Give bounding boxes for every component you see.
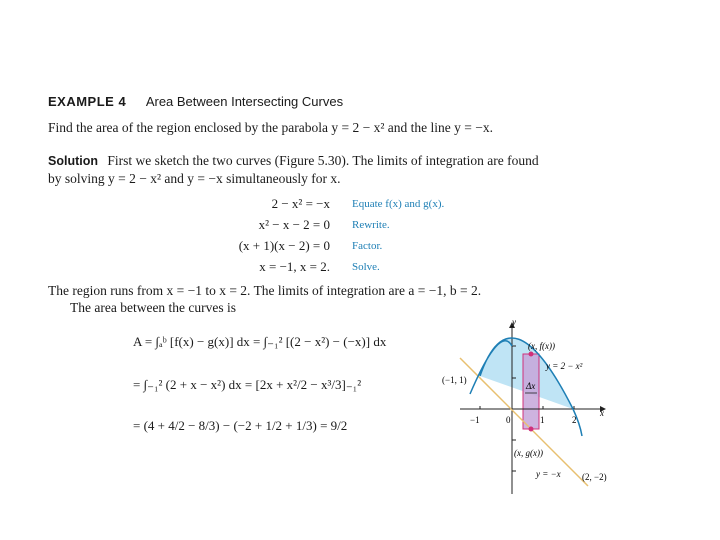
line-label: y = −x <box>536 469 561 479</box>
area-intro: The area between the curves is <box>70 300 237 315</box>
lower-point <box>529 427 534 432</box>
solution-line-2: by solving y = 2 − x² and y = −x simultaneously for x. <box>48 171 341 186</box>
right-intersection-label: (2, −2) <box>582 472 607 482</box>
solution-text-1: First we sketch the two curves (Figure 5.30). The limits of integration are found <box>107 153 539 168</box>
upper-point <box>529 352 534 357</box>
y-axis-label: y <box>512 317 516 327</box>
origin-label: 0 <box>506 415 511 425</box>
equation-3-note: Factor. <box>352 240 383 252</box>
example-heading <box>48 94 343 109</box>
tick-neg1-label: −1 <box>470 415 480 425</box>
equation-1: 2 − x² = −x <box>271 196 330 211</box>
equation-1-note: Equate f(x) and g(x). <box>352 198 445 210</box>
upper-point-label: (x, f(x)) <box>528 341 555 351</box>
tick-1-label: 1 <box>540 415 545 425</box>
problem-statement: Find the area of the region enclosed by the parabola y = 2 − x² and the line y = −x. <box>48 120 493 135</box>
formula-line-2: = ∫₋₁² (2 + x − x²) dx = [2x + x²/2 − x³/3]₋₁² <box>133 377 362 392</box>
parabola-label: y = 2 − x² <box>546 361 583 371</box>
solution-line-1 <box>48 153 539 169</box>
delta-x-label: Δx <box>526 381 536 391</box>
x-axis-label: x <box>600 408 604 418</box>
lower-point-label: (x, g(x)) <box>514 448 543 458</box>
equation-4: x = −1, x = 2. <box>259 259 330 274</box>
solution-label: Solution <box>48 154 98 168</box>
area-figure <box>430 316 620 498</box>
formula-line-3: = (4 + 4/2 − 8/3) − (−2 + 1/2 + 1/3) = 9/2 <box>133 418 348 433</box>
example-title: Area Between Intersecting Curves <box>145 94 344 109</box>
equation-3: (x + 1)(x − 2) = 0 <box>238 238 330 253</box>
tick-2-label: 2 <box>572 415 577 425</box>
region-description: The region runs from x = −1 to x = 2. The limits of integration are a = −1, b = 2. <box>48 283 482 298</box>
delta-x-rectangle <box>523 354 539 429</box>
equation-4-note: Solve. <box>352 261 380 273</box>
example-label: EXAMPLE 4 <box>48 94 127 109</box>
formula-line-1: A = ∫ₐᵇ [f(x) − g(x)] dx = ∫₋₁² [(2 − x²) − (−x)] dx <box>133 334 387 349</box>
equation-2: x² − x − 2 = 0 <box>258 217 330 232</box>
left-intersection-label: (−1, 1) <box>442 375 467 385</box>
equation-2-note: Rewrite. <box>352 219 390 231</box>
